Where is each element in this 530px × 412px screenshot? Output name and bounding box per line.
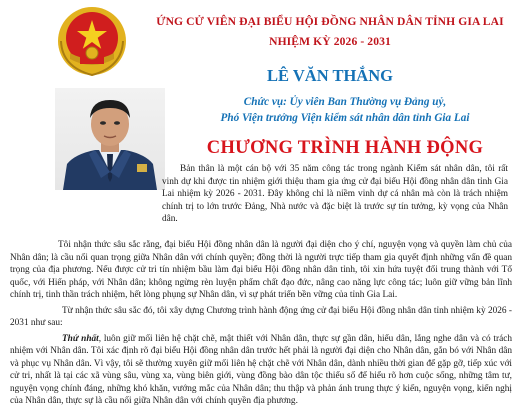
first-point-text: , luôn giữ mối liên hệ chặt chẽ, mật thiết với Nhân dân, thực sự gần dân, hiểu dân, lắng nghe dân và có trách nhiệm với Nhân dân. Tôi xác định rõ đại biểu Hội đồng nhân dân trước hết phải là người đại diện cho Nhân dân, gắn bó với Nhân dân và phục vụ Nhân dân. Vì vậy, tôi sẽ thường xuyên giữ mối liên hệ chặt chẽ với Nhân dân, dành nhiều thời gian để gặp gỡ, tiếp xúc với cử tri, nhất là tại các xã vùng sâu, vùng xa, vùng biên giới, vùng đồng bào dân tộc thiểu số để hiểu rõ hơn cuộc sống, những tâm tư, nguyện vọng chính đáng, những khó khăn, vướng mắc của Nhân dân; thu thập và phản ánh trung thực ý kiến, nguyện vọng, kiến nghị của Nhân dân, thực sự là cầu nối giữa Nhân dân với chính quyền địa phương.: [10, 333, 512, 406]
intro-paragraph: Bản thân là một cán bộ với 35 năm công tác trong ngành Kiểm sát nhân dân, tôi rất vinh dự khi được tin nhiệm giới thiệu tham gia ứng cử đại biểu Hội đồng nhân dân tỉnh Gia Lai nhiệm kỳ 2026 - 2031. Đây không chỉ là niềm vinh dự cá nhân mà còn là trách nhiệm chính trị to lớn trước Đảng, Nhà nước và đặc biệt là trước sự tín tưởng, kỳ vọng của Nhân dân.: [162, 164, 508, 224]
program-body: [10, 239, 512, 408]
header-line-1: ỨNG CỬ VIÊN ĐẠI BIỂU HỘI ĐỒNG NHÂN DÂN TỈNH GIA LAI: [156, 15, 504, 28]
first-point-lead: Thứ nhất: [62, 333, 99, 344]
paragraph-awareness: Tôi nhận thức sâu sắc rằng, đại biểu Hội đồng nhân dân là người đại diện cho ý chí, nguyện vọng và quyền làm chủ của Nhân dân; là cầu nối quan trọng giữa Nhân dân với chính quyền; đồng thời là người trực tiếp tham gia quyết định những vấn đề quan trọng của địa phương. Nếu được cử tri tín nhiệm bầu làm đại biểu Hội đồng nhân dân tỉnh, tôi xin hứa tuyệt đối trung thành với Tổ quốc, với Hiến pháp, với Nhân dân; không ngừng rèn luyện phẩm chất đạo đức, nâng cao năng lực công tác; luôn giữ vững bản lĩnh chính trị, tinh thần trách nhiệm, hết lòng phụng sự Nhân dân, vì sự phát triển bền vững của tỉnh Gia Lai.: [10, 240, 512, 300]
header-line-2: NHIỆM KỲ 2026 - 2031: [269, 35, 391, 48]
candidate-photo: [55, 88, 165, 190]
paragraph-first-point: [10, 333, 512, 408]
candidate-position-line-2: Phó Viện trưởng Viện kiểm sát nhân dân tỉnh Gia Lai: [220, 112, 470, 124]
candidate-name: LÊ VĂN THẮNG: [267, 66, 393, 85]
program-title: CHƯƠNG TRÌNH HÀNH ĐỘNG: [206, 138, 484, 158]
paragraph-program-intro: Từ nhận thức sâu sắc đó, tôi xây dựng Chương trình hành động ứng cử đại biểu Hội đồng nhân dân tỉnh nhiệm kỳ 2026 - 2031 như sau:: [10, 305, 512, 328]
national-emblem: [56, 5, 128, 77]
candidate-position-line-1: Chức vụ: Ủy viên Ban Thường vụ Đảng uỷ,: [243, 96, 447, 108]
